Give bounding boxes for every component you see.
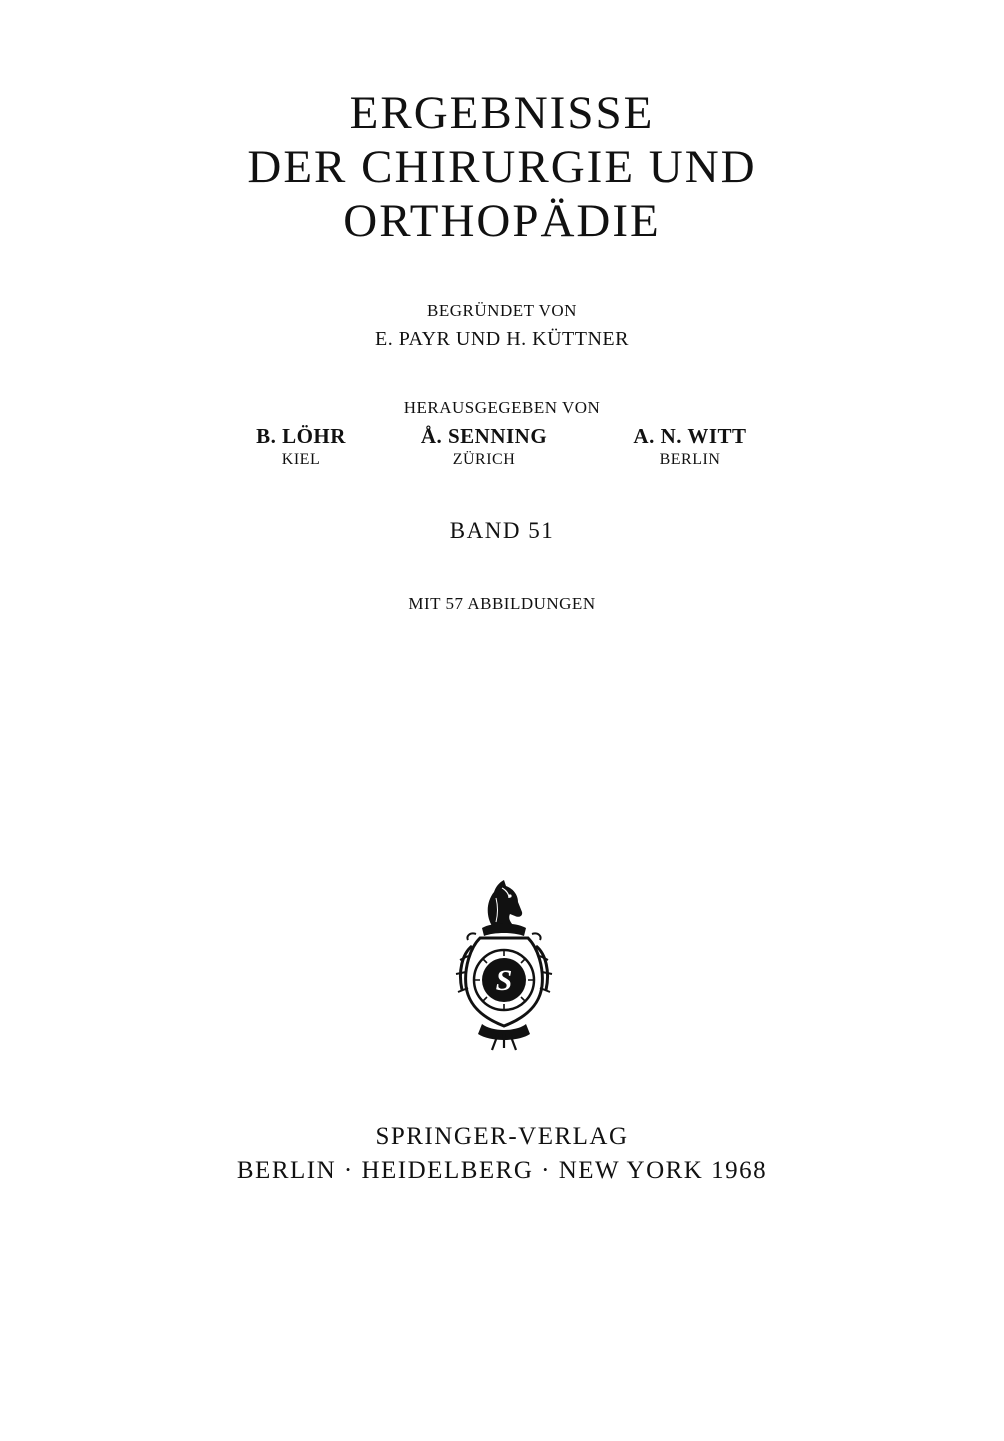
editors-label: HERAUSGEGEBEN VON <box>403 398 601 417</box>
title-line-3: ORTHOPÄDIE <box>343 195 661 247</box>
publisher-places: BERLIN · HEIDELBERG · NEW YORK 1968 <box>236 1157 768 1184</box>
editor-name-3: A. N. WITT <box>633 424 747 448</box>
volume-number: BAND 51 <box>449 518 555 543</box>
editor-name-2: Å. SENNING <box>420 424 548 448</box>
editor-city-3: BERLIN <box>659 451 721 468</box>
springer-knight-logo-icon <box>452 876 556 1052</box>
editor-city-1: KIEL <box>281 451 321 468</box>
illustrations-count: MIT 57 ABBILDUNGEN <box>408 594 596 613</box>
founded-label: BEGRÜNDET VON <box>427 301 577 320</box>
founders: E. PAYR UND H. KÜTTNER <box>375 328 629 350</box>
svg-text:S: S <box>495 964 513 997</box>
editor-city-2: ZÜRICH <box>452 451 516 468</box>
title-line-1: ERGEBNISSE <box>349 87 655 139</box>
publisher-name: SPRINGER-VERLAG <box>375 1123 629 1150</box>
editor-name-1: B. LÖHR <box>256 424 346 448</box>
title-line-2: DER CHIRURGIE UND <box>247 141 757 193</box>
